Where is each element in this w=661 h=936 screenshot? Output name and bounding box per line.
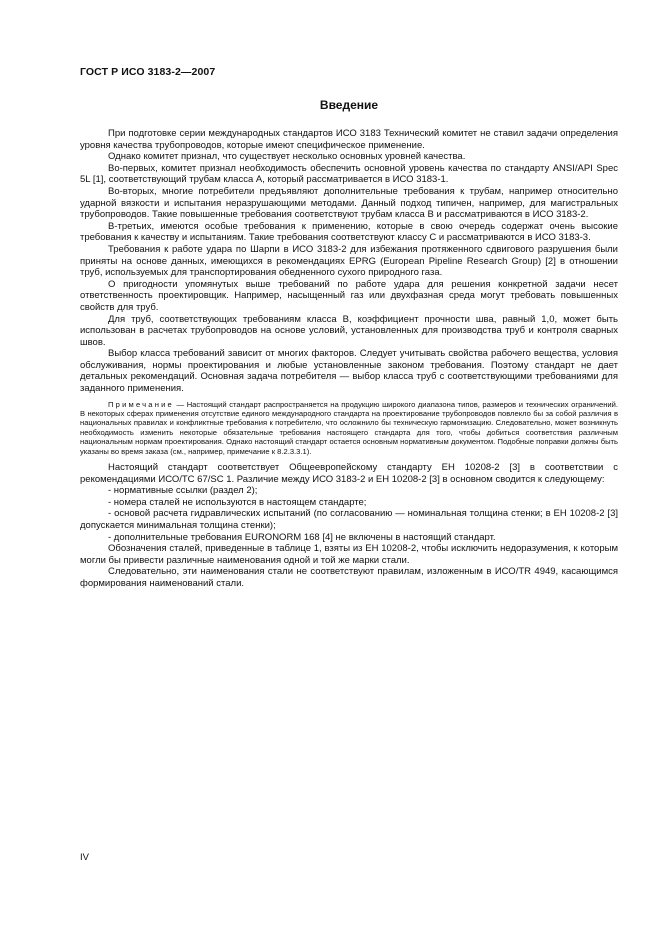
- paragraph: В-третьих, имеются особые требования к применению, которые в свою очередь содержат очень высокие требования к качеству и испытаниям. Такие требования соответствуют классу С и рассматриваются в ИСО 3183-3.: [80, 220, 618, 244]
- section-body: [80, 128, 618, 590]
- page-number: IV: [80, 852, 89, 863]
- paragraph: Выбор класса требований зависит от многих факторов. Следует учитывать свойства рабочего вещества, условия обслуживания, нормы проектирования и любые установленные законом требования. Поэтому стандарт не дает детальных рекомендаций. Основная задача потребителя — выбор класса труб с соответствующими требованиями для заданного применения.: [80, 348, 618, 395]
- list-item: - дополнительные требования EURONORM 168 [4] не включены в настоящий стандарт.: [108, 531, 496, 543]
- section-title: Введение: [319, 98, 379, 112]
- list-item: - номера сталей не используются в настоящем стандарте;: [108, 496, 367, 508]
- paragraph: О пригодности упомянутых выше требований по работе удара для решения конкретной задачи несет ответственность проектировщик. Например, насыщенный газ или двухфазная среда могут требовать повышенных свойств для труб.: [80, 278, 618, 313]
- list-item: - нормативные ссылки (раздел 2);: [108, 485, 258, 497]
- note-paragraph: [80, 400, 618, 456]
- paragraph: Во-первых, комитет признал необходимость обеспечить основной уровень качества по стандарту ANSI/API Spec 5L [1], соответствующий трубам класса А, который рассматривается в ИСО 3183-1.: [80, 162, 618, 186]
- paragraph: Во-вторых, многие потребители предъявляют дополнительные требования к трубам, например относительно ударной вязкости и испытания неразрушающими методами. Данный подход типичен, например, для магистральных трубопроводов. Такие повышенные требования соответствуют трубам класса В и рассматриваются в ИСО 3183-2.: [80, 185, 618, 221]
- note-text: — Настоящий стандарт распространяется на продукцию широкого диапазона типов, размеров и технических ограничений. В некоторых сферах применения отсутствие единого международного стандарта на проектирование трубопроводов повлекло бы за собой различия в национальных правилах и конфликтные требования к потребителю, что осложнило бы техническую гармонизацию. Следовательно, может возникнуть необходимость изменить некоторые обязательные требования настоящего стандарта для того, чтобы добиться соответствия различным национальным нормам проектирования. Однако настоящий стандарт остается основным нормативным документом. Подобные поправки должны быть указаны во время заказа (см., например, примечание к 8.2.3.3.1).: [80, 399, 618, 456]
- paragraph: Требования к работе удара по Шарпи в ИСО 3183-2 для избежания протяженного сдвигового разрушения были приняты на основе данных, имеющихся в рекомендациях EPRG (European Pipeline Research Group) [2] в отношении труб, используемых для транспортирования обедненного сухого природного газа.: [80, 243, 618, 279]
- paragraph: Следовательно, эти наименования стали не соответствуют правилам, изложенным в ИСО/TR 4949, касающимся формирования наименований стали.: [80, 566, 618, 590]
- note-label: Примечание: [108, 399, 174, 409]
- note-block: [80, 400, 618, 456]
- document-header: ГОСТ Р ИСО 3183-2—2007: [80, 66, 216, 78]
- paragraph: При подготовке серии международных стандартов ИСО 3183 Технический комитет не ставил задачи определения уровня качества трубопроводов, которые имеют специфическое применение.: [80, 128, 618, 151]
- paragraph: Обозначения сталей, приведенные в таблице 1, взяты из ЕН 10208-2, чтобы исключить недоразумения, к которым могли бы привести различные наименования одной и той же марки стали.: [80, 543, 618, 566]
- paragraph: Для труб, соответствующих требованиям класса В, коэффициент прочности шва, равный 1,0, может быть использован в расчетах трубопроводов на основе условий, установленных для производства труб и контроля сварных швов.: [80, 313, 618, 348]
- paragraph: Однако комитет признал, что существует несколько основных уровней качества.: [108, 151, 466, 163]
- list-item: - основой расчета гидравлических испытаний (по согласованию — номинальная толщина стенки; в ЕН 10208-2 [3] допускается минимальная толщина стенки);: [80, 508, 618, 532]
- paragraph: Настоящий стандарт соответствует Общеевропейскому стандарту ЕН 10208-2 [3] в соответствии с рекомендациями ИСО/ТС 67/SC 1. Различие между ИСО 3183-2 и ЕН 10208-2 [3] в основном сводится к следующему:: [80, 462, 618, 485]
